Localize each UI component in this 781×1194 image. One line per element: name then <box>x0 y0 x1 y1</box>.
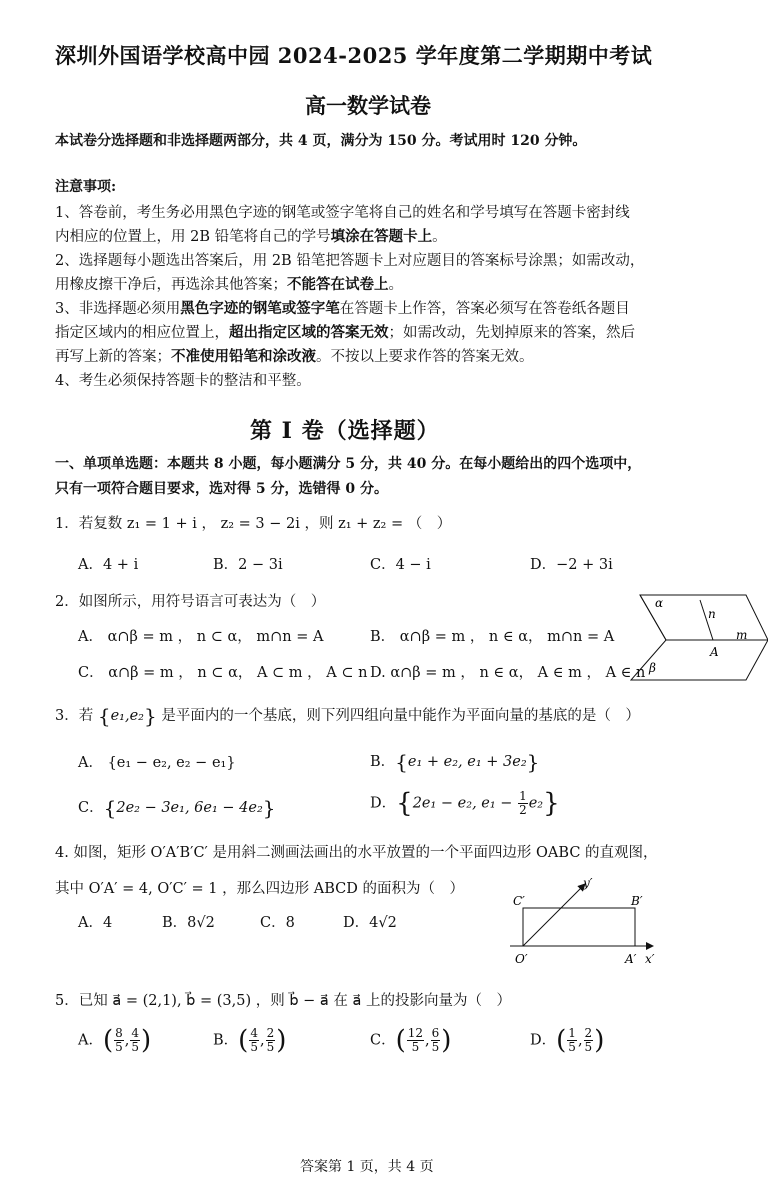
note-3a <box>55 297 630 318</box>
rectangle-oabc <box>523 908 635 946</box>
q5-b-frac-1 <box>249 1027 259 1054</box>
q5-b-frac-2 <box>266 1027 276 1054</box>
note-3c <box>55 345 534 366</box>
note-2b <box>55 273 403 294</box>
q5-c-num-1: 12 <box>407 1026 424 1040</box>
note-1b <box>55 225 447 246</box>
q3-b-label: B． <box>370 754 396 770</box>
q5-c-label: C． <box>370 1032 396 1049</box>
q5-b-paren-right: ) <box>276 1025 287 1056</box>
q3-c-brace-left: { <box>103 796 117 820</box>
section-title: 第 I 卷（选择题） <box>250 418 440 444</box>
q5-a-label: A． <box>78 1032 103 1049</box>
q5-b-den-1: 5 <box>250 1040 258 1054</box>
q5-d-frac-1 <box>567 1027 577 1054</box>
q4-option-d: D．4√2 <box>343 915 397 931</box>
q5-d-paren-right: ) <box>594 1025 605 1056</box>
q3-option-c <box>78 795 276 821</box>
q5-a-frac-1 <box>114 1027 124 1054</box>
q5-d-num-2: 2 <box>584 1026 593 1040</box>
q3-d-den: 2 <box>519 803 527 817</box>
q3-d-brace-right: } <box>543 788 560 819</box>
q5-stem: 5．已知 a⃗ = (2,1), b⃗ = (3,5) ，则 b⃗ − a⃗ 在 a⃗ 上的投影向量为（ ） <box>55 993 512 1009</box>
note-3a-text: 3、非选择题必须用 <box>55 301 181 317</box>
note-1a: 1、答卷前，考生务必用黑色字迹的钢笔或签字笔将自己的姓名和学号填写在答题卡密封线 <box>55 205 630 221</box>
q4-option-a: A．4 <box>78 915 113 931</box>
note-3b <box>55 321 635 342</box>
note-3b-text: 指定区域内的相应位置上， <box>55 325 229 341</box>
q3-brace-right: } <box>143 704 157 728</box>
q5-c-frac-1 <box>407 1027 424 1054</box>
note-2a: 2、选择题每小题选出答案后，用 2B 铅笔把答题卡上对应题目的答案标号涂黑；如需改动， <box>55 253 645 269</box>
q3-d-set-post: e₂ <box>528 795 544 812</box>
label-x-prime: x′ <box>645 952 655 966</box>
q1-option-d: D．−2 + 3i <box>530 557 613 573</box>
q3-d-brace-left: { <box>396 788 413 819</box>
label-beta: β <box>649 661 656 675</box>
q5-option-c: C．( $\frac{12}{5}$ , $\frac{6}{5}$ ) <box>370 1025 452 1056</box>
q4-option-c: C．8 <box>260 915 295 931</box>
q3-stem <box>55 703 640 729</box>
q5-c-paren-right: ) <box>441 1025 452 1056</box>
label-a-prime: A′ <box>625 952 637 966</box>
label-n: n <box>708 607 716 621</box>
q3-c-label: C． <box>78 800 104 816</box>
q5-a-den-2: 5 <box>131 1040 140 1054</box>
q1-option-a: A．4 + i <box>78 557 139 573</box>
exam-intro: 本试卷分选择题和非选择题两部分，共 4 页，满分为 150 分。考试用时 120 分钟。 <box>55 133 587 149</box>
q4-option-b: B．8√2 <box>162 915 215 931</box>
q2-planes-figure <box>628 592 768 684</box>
q3-basis: e₁,e₂ <box>110 708 144 724</box>
q5-c-den-1: 5 <box>411 1040 420 1054</box>
q5-c-paren-left: ( <box>395 1025 406 1056</box>
label-alpha: α <box>655 596 664 610</box>
q5-a-paren-right: ) <box>141 1025 152 1056</box>
q1-option-c: C．4 − i <box>370 557 431 573</box>
section-desc-1: 一、单项单选题：本题共 8 小题，每小题满分 5 分，共 40 分。在每小题给出的四个选项中， <box>55 456 642 472</box>
q5-a-frac-2 <box>130 1027 140 1054</box>
label-A: A <box>710 645 719 659</box>
label-y-prime: y′ <box>583 876 593 890</box>
q5-d-num-1: 1 <box>568 1026 576 1040</box>
note-1b-bold: 填涂在答题卡上 <box>330 228 433 245</box>
q5-b-paren-left: ( <box>238 1025 249 1056</box>
q2-stem: 2．如图所示，用符号语言可表达为（ ） <box>55 594 326 610</box>
q2-option-a: A． α∩β = m ， n ⊂ α， m∩n = A <box>78 629 324 645</box>
q3-c-brace-right: } <box>262 796 276 820</box>
q5-d-frac-2 <box>584 1027 594 1054</box>
exam-title: 深圳外国语学校高中园 2024-2025 学年度第二学期期中考试 <box>55 43 653 68</box>
q5-b-den-2: 5 <box>266 1040 275 1054</box>
note-3c-text: 再写上新的答案； <box>55 349 171 365</box>
note-2b-end: 。 <box>388 277 403 293</box>
q3-option-a: A． {e₁ − e₂, e₂ − e₁} <box>78 755 236 771</box>
q4-rectangle-figure <box>495 872 665 972</box>
q5-a-num-2: 4 <box>131 1026 140 1040</box>
q3-option-d <box>370 790 560 817</box>
label-c-prime: C′ <box>513 894 525 908</box>
q3-b-set: e₁ + e₂, e₁ + 3e₂ <box>407 754 527 770</box>
q5-a-den-1: 5 <box>115 1040 123 1054</box>
label-o-prime: O′ <box>515 952 528 966</box>
q5-b-num-1: 4 <box>250 1026 258 1040</box>
q5-d-den-2: 5 <box>584 1040 593 1054</box>
q3-d-fraction <box>518 790 528 817</box>
label-b-prime: B′ <box>631 894 643 908</box>
q5-option-a: A．( $\frac{8}{5}$ , $\frac{4}{5}$ ) <box>78 1025 152 1056</box>
note-3b-end: ；如需改动，先划掉原来的答案，然后 <box>388 325 635 341</box>
note-1b-text: 内相应的位置上，用 2B 铅笔将自己的学号 <box>55 229 331 245</box>
note-3c-bold: 不准使用铅笔和涂改液 <box>171 348 316 365</box>
note-4: 4、考生必须保持答题卡的整洁和平整。 <box>55 373 311 389</box>
notes-heading: 注意事项: <box>55 179 117 195</box>
q3-d-set-pre: 2e₁ − e₂, e₁ − <box>412 795 518 812</box>
q3-d-label: D． <box>370 795 397 812</box>
q5-option-d: D．( $\frac{1}{5}$ , $\frac{2}{5}$ ) <box>530 1025 605 1056</box>
q4-stem-2: 其中 O′A′ = 4, O′C′ = 1 ，那么四边形 ABCD 的面积为（ ） <box>55 881 464 897</box>
q5-option-b: B．( $\frac{4}{5}$ , $\frac{2}{5}$ ) <box>213 1025 287 1056</box>
q2-option-d: D. α∩β = m ， n ∈ α， A ∈ m ， A ∈ n <box>370 665 646 681</box>
q5-c-den-2: 5 <box>431 1040 440 1054</box>
note-3b-bold: 超出指定区域的答案无效 <box>229 324 389 341</box>
q5-d-label: D． <box>530 1032 557 1049</box>
note-2b-bold: 不能答在试卷上 <box>287 276 389 293</box>
q3-stem-post: 是平面内的一个基底，则下列四组向量中能作为平面向量的基底的是（ ） <box>161 708 640 724</box>
q5-c-frac-2 <box>431 1027 441 1054</box>
note-3a-bold: 黑色字迹的钢笔或签字笔 <box>180 300 340 317</box>
exam-subtitle: 高一数学试卷 <box>305 93 431 118</box>
note-1b-end: 。 <box>432 229 447 245</box>
y-axis <box>523 884 585 946</box>
q2-option-b: B． α∩β = m ， n ∈ α， m∩n = A <box>370 629 615 645</box>
note-3a-end: 在答题卡上作答，答案必须写在答卷纸各题目 <box>339 301 630 317</box>
q5-a-paren-left: ( <box>102 1025 114 1056</box>
q5-a-num-1: 8 <box>115 1026 123 1040</box>
page-footer: 答案第 1 页，共 4 页 <box>300 1159 434 1175</box>
q5-d-paren-left: ( <box>556 1025 567 1056</box>
q1-stem: 1．若复数 z₁ = 1 + i ， z₂ = 3 − 2i ，则 z₁ + z₂ = （ ） <box>55 516 452 532</box>
q5-b-num-2: 2 <box>266 1026 275 1040</box>
q3-stem-pre: 3．若 <box>55 708 94 724</box>
q5-b-label: B． <box>213 1032 239 1049</box>
q3-brace-left: { <box>97 704 111 728</box>
note-2b-text: 用橡皮擦干净后，再选涂其他答案； <box>55 277 287 293</box>
q3-b-brace-left: { <box>395 750 408 774</box>
q4-stem-1: 4. 如图，矩形 O′A′B′C′ 是用斜二测画法画出的水平放置的一个平面四边形 OABC 的直观图， <box>55 845 658 861</box>
q5-d-den-1: 5 <box>568 1040 576 1054</box>
note-3c-end: 。不按以上要求作答的答案无效。 <box>316 349 534 365</box>
label-m: m <box>736 628 748 642</box>
q5-c-num-2: 6 <box>431 1026 440 1040</box>
q3-d-num: 1 <box>519 789 527 803</box>
q1-option-b: B．2 − 3i <box>213 557 283 573</box>
section-desc-2: 只有一项符合题目要求，选对得 5 分，选错得 0 分。 <box>55 481 388 497</box>
q2-option-c: C． α∩β = m ， n ⊂ α， A ⊂ m ， A ⊂ n <box>78 665 368 681</box>
q3-option-b <box>370 749 539 775</box>
q3-b-brace-right: } <box>526 750 540 774</box>
q3-c-set: 2e₂ − 3e₁, 6e₁ − 4e₂ <box>116 800 263 816</box>
